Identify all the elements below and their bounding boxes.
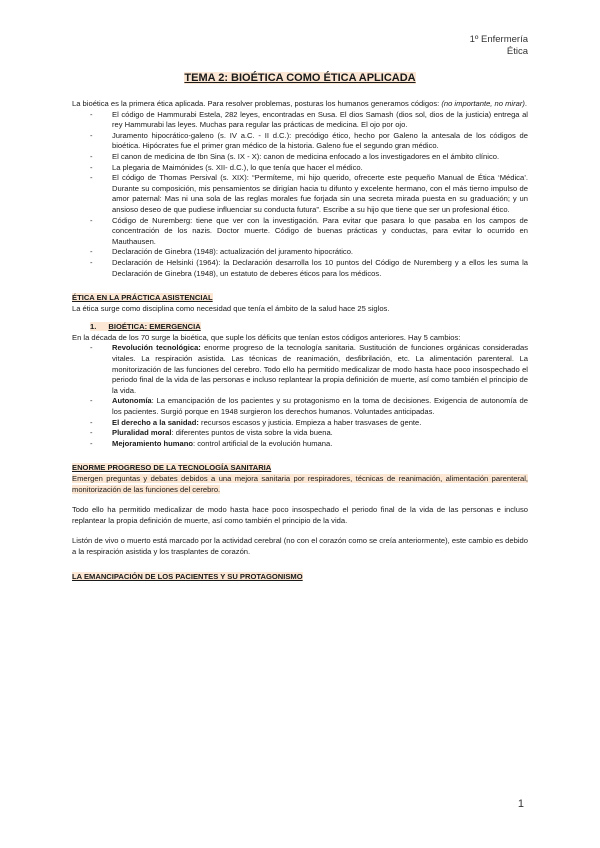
- item-term: Mejoramiento humano: [112, 438, 194, 448]
- item-text: enorme progreso de la tecnología sanitaria. Sustitución de funciones orgánicas consideradas vitales. La respiración asistida. Las técnicas de reanimación, desfibrilación, etc. La alimentación parenteral. La monitorización de las funciones del cerebro. Todo ello ha permitido medicalizar de modo hasta hace poco insospechado el periodo final de la vida de las personas e incluso replantear la propia definición de muerte, así como también el principio de la vida.: [112, 343, 528, 395]
- numbered-heading: [72, 322, 528, 333]
- section-paragraph: Todo ello ha permitido medicalizar de modo hasta hace poco insospechado el periodo final de la vida de las personas e incluso replantear la propia definición de muerte, así como también el principio de la vida.: [72, 505, 528, 525]
- page-number: 1: [517, 798, 524, 810]
- page-title: [0, 72, 600, 84]
- list-item: [112, 343, 528, 396]
- item-term: Autonomía: [112, 396, 152, 406]
- section-paragraph: La ética surge como disciplina como necesidad que tenía el ámbito de la salud hace 25 siglos.: [72, 303, 390, 313]
- document-body: [72, 99, 528, 582]
- list-item: - Juramento hipocrático-galeno (s. IV a.C. - II d.C.): precódigo ético, hecho por Galeno la antesala de los códigos de bioética. Hipócrates fue el primer gran médico de la historia. Galeno fue el segundo gran médico.: [112, 131, 528, 152]
- section-heading-text: ÉTICA EN LA PRÁCTICA ASISTENCIAL: [72, 293, 213, 303]
- section-heading: [72, 572, 528, 583]
- list-item: - El código de Thomas Persival (s. XIX): “Permíteme, mi hijo querido, ofrecerte este pequeño Manual de Ética ‘Médica’. Durante su composición, mis pensamientos se dirigían hacia tu difunto y excelente hermano, con el más tierno impulso de amor paternal: Mas ni una sola de las reglas morales fue forjada sin una secreta mirada puesta en su graduación; y un ansioso deseo de que pudiese influenciar su conducta futura”. Escribe a su hijo que tiene que ser un profesional ético.: [112, 173, 528, 215]
- intro-text: La bioética es la primera ética aplicada. Para resolver problemas, posturas los humanos generamos códigos:: [72, 99, 442, 108]
- numbered-heading-highlight: [90, 322, 201, 331]
- item-text: recursos escasos y justicia. Empieza a haber trasvases de gente.: [198, 417, 422, 427]
- intro-note: (no importante, no mirar): [441, 99, 525, 108]
- header-subject: Ética: [506, 46, 528, 57]
- section-paragraph: Listón de vivo o muerto está marcado por la actividad cerebral (no con el corazón como se creía anteriormente), este cambio es debido a la respiración asistida y los trasplantes de corazón.: [72, 536, 528, 556]
- heading-number: 1.: [90, 322, 97, 332]
- list-item: - El canon de medicina de Ibn Sina (s. IX - X): canon de medicina enfocado a los investigadores en el ámbito clínico.: [112, 152, 528, 163]
- list-item: [112, 396, 528, 417]
- heading-text: BIOÉTICA: EMERGENCIA: [108, 322, 201, 332]
- page-title-text: TEMA 2: BIOÉTICA COMO ÉTICA APLICADA: [184, 72, 416, 84]
- running-header: [470, 34, 528, 58]
- section-paragraph: [72, 474, 528, 495]
- item-text: : La emancipación de los pacientes y su protagonismo en la toma de decisiones. Exigencia de autonomía de los pacientes. Surgió porque en 1948 surgieron los derechos humanos. Voluntades anticipadas.: [112, 396, 528, 417]
- item-term: Pluralidad moral: [112, 428, 172, 438]
- section-heading-text: LA EMANCIPACIÓN DE LOS PACIENTES Y SU PROTAGONISMO: [72, 571, 303, 581]
- list-item: [112, 439, 528, 450]
- list-item: - Declaración de Ginebra (1948): actualización del juramento hipocrático.: [112, 247, 528, 258]
- highlighted-text: Emergen preguntas y debates debidos a una mejora sanitaria por respiradores, técnicas de reanimación, alimentación parenteral, monitorización de las funciones del cerebro.: [72, 474, 528, 494]
- changes-list: [72, 343, 528, 449]
- list-item: [112, 418, 528, 429]
- list-item: - Código de Nuremberg: tiene que ver con la investigación. Para evitar que pasara lo que pasaba en los campos de concentración de los nazis. Doctor muerte. Código de buenas prácticas y conductas, para evitar lo ocurrido en Mauthausen.: [112, 216, 528, 248]
- item-term: El derecho a la sanidad:: [112, 417, 199, 427]
- section-heading: [72, 293, 528, 304]
- section-heading-text: ENORME PROGRESO DE LA TECNOLOGÍA SANITARIA: [72, 463, 272, 473]
- list-item: - Declaración de Helsinki (1964): la Declaración desarrolla los 10 puntos del Código de Nuremberg y a ellos les suma la Declaración de Ginebra (1948), un estatuto de deberes éticos para los médicos.: [112, 258, 528, 279]
- list-item: [112, 428, 528, 439]
- intro-end: .: [524, 99, 528, 108]
- section-paragraph: En la década de los 70 surge la bioética, que suple los déficits que tenían estos códigos anteriores. Hay 5 cambios:: [72, 332, 461, 342]
- item-text: : control artificial de la evolución humana.: [193, 438, 333, 448]
- section-heading: [72, 463, 528, 474]
- codes-list: [72, 110, 528, 280]
- item-text: : diferentes puntos de vista sobre la vida buena.: [171, 428, 333, 438]
- list-item: - El código de Hammurabi Estela, 282 leyes, encontradas en Susa. El dios Samash (dios sol, dios de la justicia) entrega al rey Hammurabi las leyes. Muchas para regular las prácticas de medicina. El ojo por ojo.: [112, 110, 528, 131]
- intro-paragraph: [72, 99, 528, 110]
- list-item: - La plegaria de Maimónides (s. XII- d.C.), lo que tenía que hacer el médico.: [112, 163, 528, 174]
- item-term: Revolución tecnológica:: [112, 343, 201, 353]
- header-course: 1º Enfermería: [469, 34, 528, 45]
